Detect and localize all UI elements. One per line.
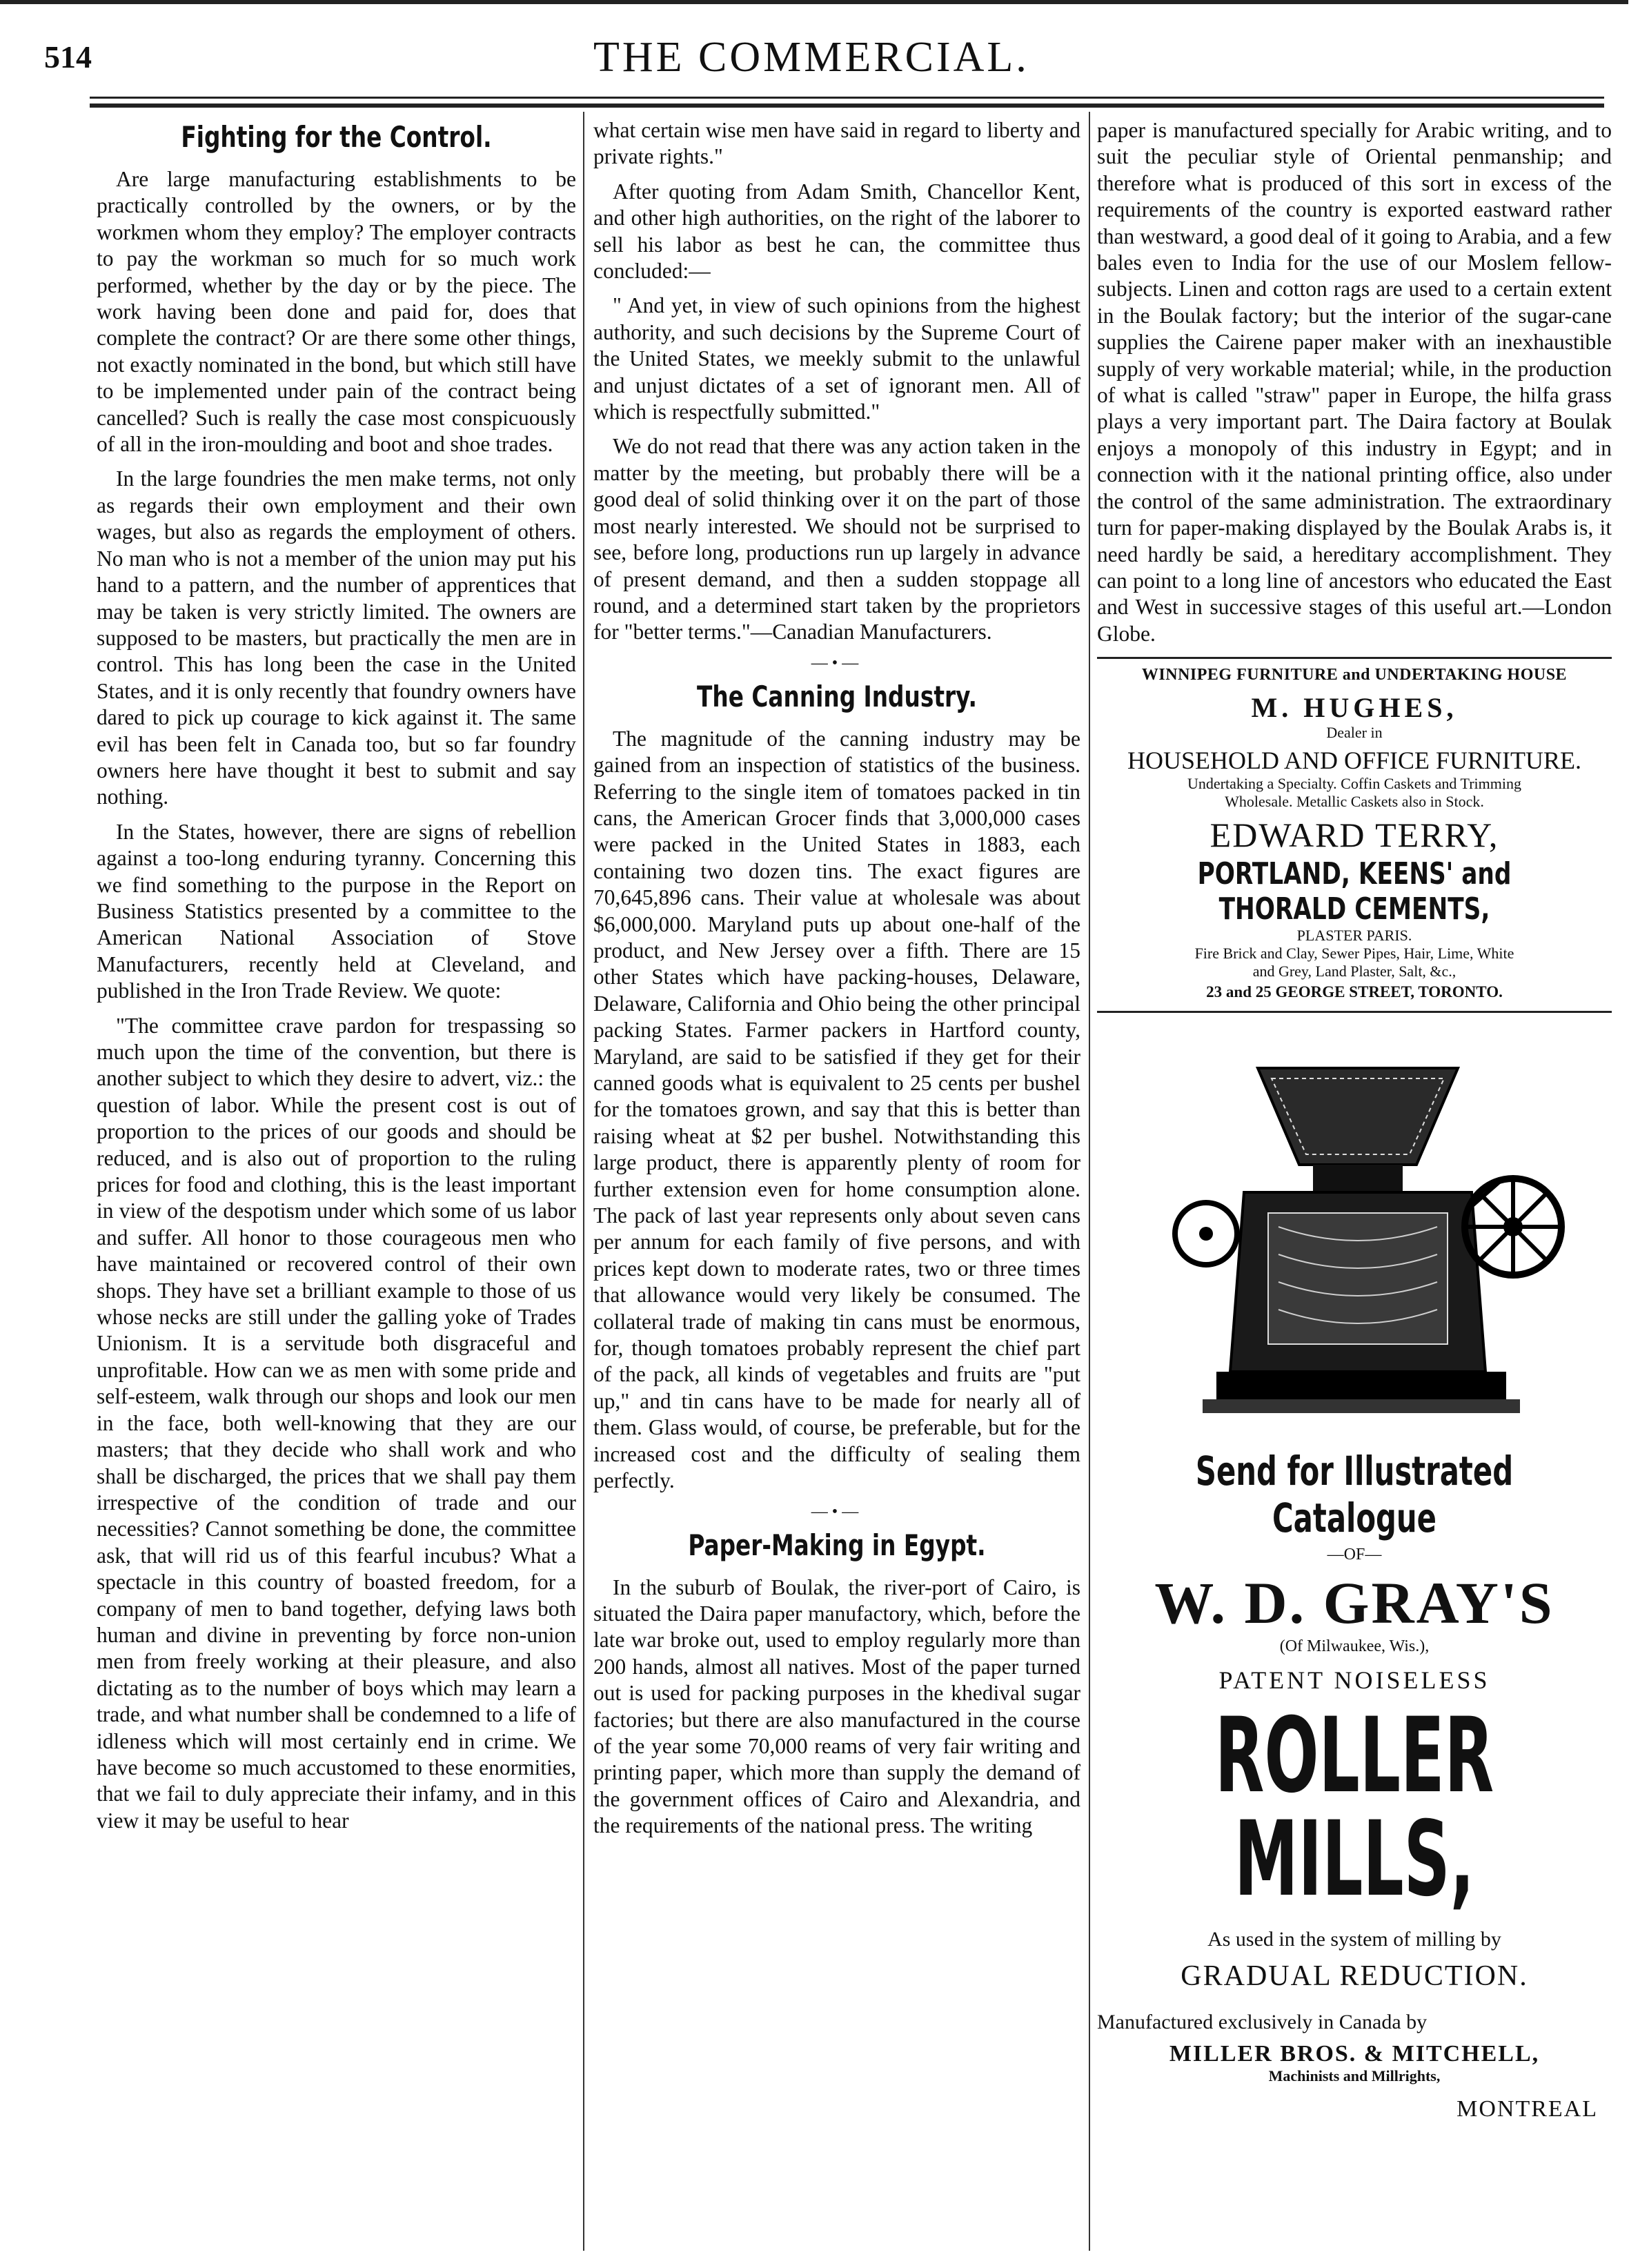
ad-line: MONTREAL [1457,2096,1598,2122]
ad-line: Dealer in [1326,724,1383,742]
header-rule-thick [90,103,1604,108]
ad-line: Send for Illustrated Catalogue [1195,1448,1514,1542]
ad-line: Machinists and Millrights, [1268,2067,1441,2085]
ad-line: Fire Brick and Clay, Sewer Pipes, Hair, Lime, White [1194,945,1514,963]
column-divider-1 [583,112,584,2251]
ad-separator [1097,657,1612,659]
column-divider-2 [1089,112,1090,2251]
roller-mill-illustration [1141,1047,1568,1434]
header-rule-thin [90,97,1604,99]
paragraph: what certain wise men have said in regard to liberty and private rights." [593,118,1080,169]
ad-line: M. HUGHES, [1251,692,1458,724]
paragraph: We do not read that there was any action taken in the matter by the meeting, but probably there will be a good deal of solid thinking over it on the part of those most nearly interested. We should not be surprised to see, before long, productions run up largely in advance of present demand, and then a sudden stoppage all round, and a determined start taken by the proprietors for "better terms."—Canadian Manufacturers. [593,434,1080,644]
column-2 [593,117,1080,2249]
ad-line: —OF— [1327,1546,1382,1564]
paragraph: In the large foundries the men make terms, not only as regards their own employment and their own wages, but also as regards the employment of others. No man who is not a member of the union may put his hand to a pattern, and the number of apprentices that may be taken is very strictly limited. The owners are supposed to be masters, but practically the men are in control. This has long been the case in the United States, and it is only recently that foundry owners have dared to pick up courage to kick against it. The same evil has been felt in Canada too, but so far foundry owners here have thought it best to submit and say nothing. [97,466,576,809]
ad-line: WINNIPEG FURNITURE and UNDERTAKING HOUSE [1141,666,1568,684]
section-ornament: —•— [811,653,863,672]
ad-line: W. D. GRAY'S [1154,1570,1554,1637]
paragraph: " And yet, in view of such opinions from the highest authority, and such decisions by the Supreme Court of the United States, we meekly submit to the unlawful and unjust dictates of a set of ignorant men. All of which is respectfully submitted." [593,293,1080,424]
paragraph: After quoting from Adam Smith, Chancellor Kent, and other high authorities, on the right of the laborer to sell his labor as best he can, the committee thus concluded:— [593,179,1080,284]
ad-line: HOUSEHOLD AND OFFICE FURNITURE. [1127,747,1582,775]
ad-line: GRADUAL REDUCTION. [1181,1960,1528,1993]
ad-line: PATENT NOISELESS [1218,1666,1490,1695]
column-1 [97,117,576,2249]
section-ornament: —•— [811,1502,863,1521]
top-rule [0,0,1628,4]
ad-line: (Of Milwaukee, Wis.), [1279,1637,1430,1656]
article-title-canning-industry: The Canning Industry. [697,679,977,713]
paragraph: Are large manufacturing establishments to be practically controlled by the owners, or by the workmen whom they employ? The employer contracts to pay the workman so much for so much work performed, whether by the day or by the piece. The work having been done and paid for, does that complete the contract? Or are there some other things, not exactly nominated in the bond, but which still have to be implemented under pain of the contract being cancelled? Such is really the case most conspicuously of all in the iron-moulding and boot and shoe trades. [97,167,576,457]
ad-line: Undertaking a Specialty. Coffin Caskets and Trimming [1187,775,1521,793]
paragraph: paper is manufactured specially for Arabic writing, and to suit the peculiar style of Oriental penmanship; and therefore what is produced of this sort in excess of the requirements of the country is exported eastward rather than westward, a good deal of it going to Arabia, and a few bales even to India for the use of our Moslem fellow-subjects. Linen and cotton rags are used to a certain extent in the Boulak factory; but the interior of the sugar-cane supplies the Cairene paper maker with an inexhaustible supply of very workable material; while, in the production of what is called "straw" paper in Europe, the hilfa grass plays a very important part. The Daira factory at Boulak enjoys a monopoly of this industry in Egypt; and in connection with it the national printing office, also under the control of the same administration. The extraordinary turn for paper-making displayed by the Boulak Arabs is, it need hardly be said, a hereditary accomplishment. They can point to a long line of ancestors who educated the East and West in successive stages of this useful art.—London Globe. [1097,118,1612,646]
ad-line: EDWARD TERRY, [1209,816,1499,855]
ad-line: ROLLER MILLS, [1214,1696,1494,1920]
paragraph: The magnitude of the canning industry may be gained from an inspection of statistics of the business. Referring to the single item of tomatoes packed in tin cans, the American Grocer finds that 3,000,000 cases were packed in the United States in 1883, each containing two dozen tins. The exact figures are 70,645,896 cans. Their value at wholesale was about $6,000,000. Maryland puts up about one-half of the product, and New Jersey over a fifth. There are 15 other States which have packing-houses, Delaware, Delaware, California and Ohio being the other principal packing States. Farmer packers in Hartford county, Maryland, are said to be satisfied if they get for their canned goods what is equivalent to 25 cents per bushel for the tomatoes grown, and say that this is better than raising wheat at $2 per bushel. Notwithstanding this large product, there is apparently plenty of room for further extension even for home consumption alone. The pack of last year represents only about seven cans per annum for each family of five persons, and with prices kept down to moderate rates, two or three times that allowance would very likely be consumed. The collateral trade of making tin cans must be enormous, for, though tomatoes probably represent the chief part of the pack, all kinds of vegetables and fruits are "put up," and tin cans have to be made for nearly all of them. Glass would, of course, be preferable, but for the increased cost and the difficulty of sealing them perfectly. [593,726,1080,1493]
ad-separator [1097,1011,1612,1013]
ad-line: Manufactured exclusively in Canada by [1097,2011,1428,2034]
advert-hughes [1097,666,1612,811]
advert-terry [1097,815,1612,1001]
article-title-paper-making: Paper-Making in Egypt. [688,1528,986,1562]
article-title-fighting-for-control: Fighting for the Control. [181,120,492,154]
ad-line: PORTLAND, KEENS' and THORALD CEMENTS, [1197,856,1512,927]
paragraph: In the suburb of Boulak, the river-port of Cairo, is situated the Daira paper manufactory, which, before the late war broke out, used to employ regularly more than 200 hands, almost all natives. Most of the paper turned out is used for packing purposes in the khedival sugar factories; but there are also manufactured in the course of the year some 70,000 reams of very fair writing and printing paper, which more than supply the demand of the government offices of Cairo and Alexandria, and the requirements of the national press. The writing [593,1575,1080,1838]
ad-line: As used in the system of milling by [1207,1928,1501,1951]
advert-gray-roller-mills [1097,1047,1612,2122]
masthead: THE COMMERCIAL. [593,34,1029,81]
ad-line: MILLER BROS. & MITCHELL, [1169,2041,1540,2067]
paragraph: In the States, however, there are signs of rebellion against a too-long enduring tyranny. Concerning this we find something to the purpose in the Report on Business Statistics presented by a committee to the American National Association of Stove Manufacturers, recently held at Cleveland, and published in the Iron Trade Review. We quote: [97,819,576,1003]
paragraph: "The committee crave pardon for trespassing so much upon the time of the convention, but there is another subject to which they desire to advert, viz.: the question of labor. While the present cost is out of proportion to the prices of our goods and should be reduced, and is also out of proportion to the ruling prices for food and clothing, this is the least important in view of the despotism under which some of us labor and suffer. All honor to those courageous men who have maintained or recovered control of their own shops. They have set a brilliant example to those of us whose necks are still under the galling yoke of Trades Unionism. It is a servitude both disgraceful and unprofitable. How can we as men with some pride and self-esteem, walk through our shops and look our men in the face, both well-knowing that they are our masters; that they decide who shall work and who shall be discharged, the prices that we shall pay them irrespective of the condition of trade and our necessities? Cannot something be done, the committee ask, that will rid us of this fearful incubus? What a spectacle in this country of boasted freedom, for a company of men to band together, defying laws both human and divine in preventing by force non-union men from freely working at their pleasure, and also dictating as to the number of boys which may learn a trade, and what number shall be condemned to a life of idleness which will most certainly end in crime. We have become so much accustomed to these enormities, that we fail to duly appreciate their infamy, and in this view it may be useful to hear [97,1013,576,1833]
ad-line: Wholesale. Metallic Caskets also in Stock. [1225,793,1484,811]
page-number: 514 [44,39,92,75]
column-3 [1097,117,1612,2249]
ad-line: PLASTER PARIS. [1296,927,1412,945]
ad-line: and Grey, Land Plaster, Salt, &c., [1252,963,1457,980]
ad-line: 23 and 25 GEORGE STREET, TORONTO. [1206,983,1503,1001]
